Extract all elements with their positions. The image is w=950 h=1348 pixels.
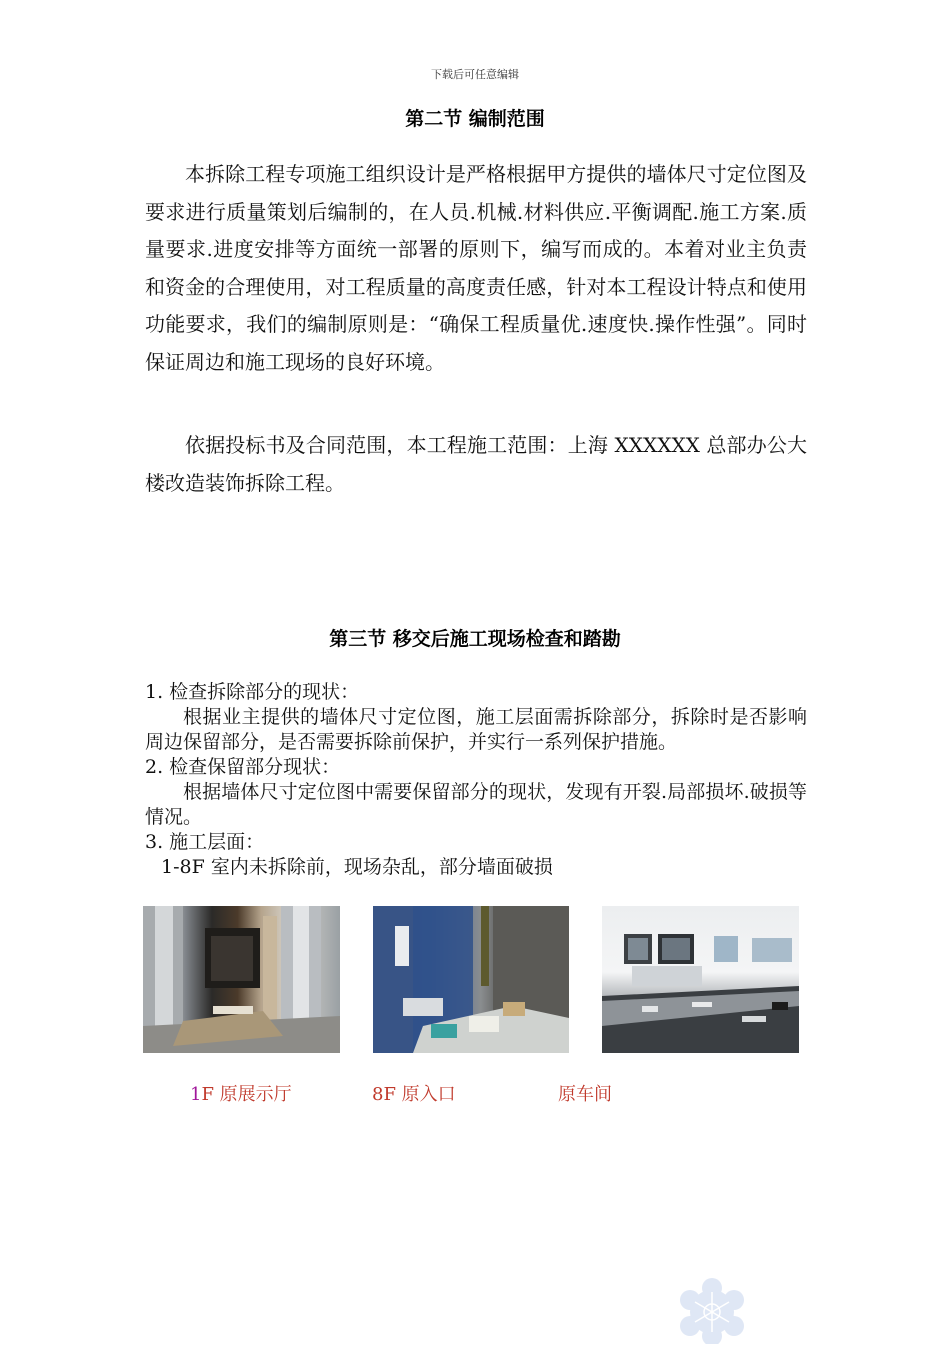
item-1-body: 根据业主提供的墙体尺寸定位图，施工层面需拆除部分，拆除时是否影响周边保留部分，是否需要拆除前保护，并实行一系列保护措施。 xyxy=(145,706,807,753)
caption-workshop: 原车间 xyxy=(558,1084,612,1105)
caption-accent-digit: 1 xyxy=(190,1084,202,1105)
item-1-heading: 1. 检查拆除部分的现状： xyxy=(145,681,360,703)
section-2-title: 第二节 编制范围 xyxy=(405,108,545,130)
photo-workshop xyxy=(602,906,799,1053)
photo-entrance xyxy=(373,906,569,1053)
item-2-heading: 2. 检查保留部分现状： xyxy=(145,756,341,778)
caption-exhibition-hall-text: F 原展示厅 xyxy=(201,1084,292,1105)
inspection-list xyxy=(145,680,807,880)
section-3-title: 第三节 移交后施工现场检查和踏勘 xyxy=(329,628,621,650)
photo-exhibition-hall xyxy=(143,906,340,1053)
scope-paragraph-1: 本拆除工程专项施工组织设计是严格根据甲方提供的墙体尺寸定位图及要求进行质量策划后编制的，在人员.机械.材料供应.平衡调配.施工方案.质量要求.进度安排等方面统一部署的原则下，编写而成的。本着对业主负责和资金的合理使用，对工程质量的高度责任感，针对本工程设计特点和使用功能要求，我们的编制原则是：“确保工程质量优.速度快.操作性强”。同时保证周边和施工现场的良好环境。 xyxy=(145,162,807,374)
item-3-body: 1-8F 室内未拆除前，现场杂乱，部分墙面破损 xyxy=(161,856,553,878)
item-2-body: 根据墙体尺寸定位图中需要保留部分的现状，发现有开裂.局部损坏.破损等情况。 xyxy=(145,781,807,828)
caption-entrance: 8F 原入口 xyxy=(372,1084,456,1105)
snowflake-watermark-icon xyxy=(676,1274,748,1344)
scope-paragraph-2: 依据投标书及合同范围，本工程施工范围：上海 XXXXXX 总部办公大楼改造装饰拆除工程。 xyxy=(145,433,807,495)
caption-exhibition-hall xyxy=(190,1080,292,1106)
item-3-heading: 3. 施工层面： xyxy=(145,831,265,853)
header-note: 下载后可任意编辑 xyxy=(431,68,519,81)
